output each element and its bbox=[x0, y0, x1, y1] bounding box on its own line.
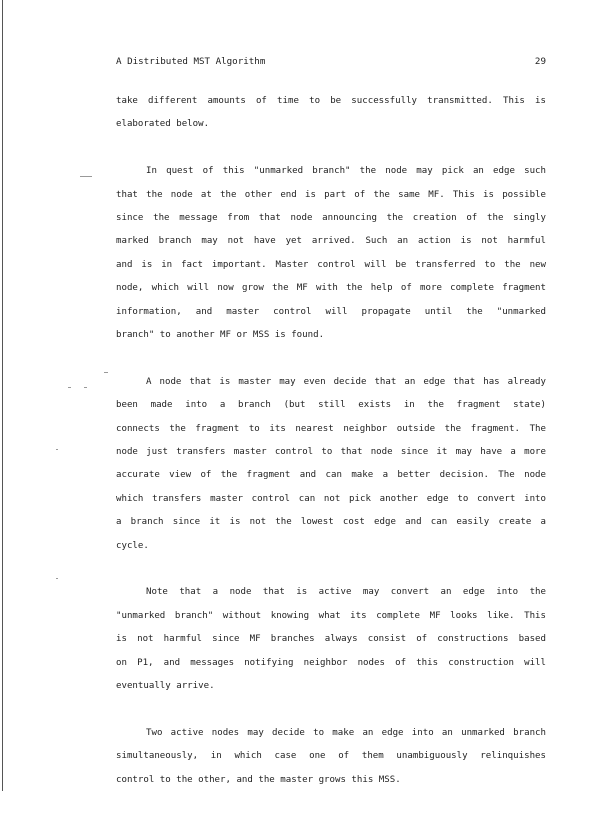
text-line: and is in fact important. Master control will be transferred to the new bbox=[116, 259, 546, 270]
text-line: Two active nodes may decide to make an edge into an unmarked branch bbox=[146, 727, 546, 738]
text-line: that the node at the other end is part of the same MF. This is possible bbox=[116, 189, 546, 200]
scan-mark bbox=[56, 578, 58, 579]
running-title: A Distributed MST Algorithm bbox=[116, 56, 266, 67]
text-line: since the message from that node announcing the creation of the singly bbox=[116, 213, 546, 224]
paragraph bbox=[116, 722, 546, 792]
text-line: node, which will now grow the MF with the help of more complete fragment bbox=[116, 283, 546, 294]
scan-mark bbox=[80, 176, 92, 177]
text-line: take different amounts of time to be successfully transmitted. This is bbox=[116, 96, 546, 106]
text-line: is not harmful since MF branches always consist of constructions based bbox=[116, 634, 546, 645]
paragraph bbox=[116, 371, 546, 558]
scan-mark bbox=[84, 387, 87, 388]
text-line: which transfers master control can not pick another edge to convert into bbox=[116, 493, 546, 504]
scan-mark bbox=[104, 372, 108, 373]
text-line: Note that a node that is active may convert an edge into the bbox=[146, 587, 546, 598]
text-line: information, and master control will propagate until the "unmarked bbox=[116, 306, 546, 317]
scan-mark bbox=[56, 449, 58, 450]
text-line: been made into a branch (but still exists in the fragment state) bbox=[116, 400, 546, 411]
page-header bbox=[116, 56, 546, 72]
text-line: cycle. bbox=[116, 540, 149, 551]
body-text bbox=[116, 90, 546, 816]
text-line: simultaneously, in which case one of them unambiguously relinquishes bbox=[116, 751, 546, 762]
paragraph bbox=[116, 581, 546, 698]
text-line: In quest of this "unmarked branch" the node may pick an edge such bbox=[146, 166, 546, 177]
text-line: A node that is master may even decide that an edge that has already bbox=[146, 376, 546, 387]
text-line: branch" to another MF or MSS is found. bbox=[116, 330, 325, 341]
text-line: connects the fragment to its nearest neighbor outside the fragment. The bbox=[116, 423, 546, 434]
text-line: on P1, and messages notifying neighbor nodes of this construction will bbox=[116, 657, 546, 668]
scan-mark bbox=[68, 387, 71, 388]
page-edge-line bbox=[2, 0, 3, 791]
paragraph bbox=[116, 160, 546, 347]
page-number: 29 bbox=[534, 56, 546, 67]
text-line: elaborated below. bbox=[116, 119, 210, 130]
text-line: "unmarked branch" without knowing what its complete MF looks like. This bbox=[116, 610, 546, 621]
paragraph bbox=[116, 90, 546, 137]
text-line: node just transfers master control to that node since it may have a more bbox=[116, 447, 546, 458]
text-line: eventually arrive. bbox=[116, 681, 215, 692]
text-line: accurate view of the fragment and can make a better decision. The node bbox=[116, 470, 546, 481]
text-line: a branch since it is not the lowest cost edge and can easily create a bbox=[116, 517, 546, 528]
text-line: control to the other, and the master grows this MSS. bbox=[116, 774, 401, 785]
text-line: marked branch may not have yet arrived. Such an action is not harmful bbox=[116, 236, 546, 247]
